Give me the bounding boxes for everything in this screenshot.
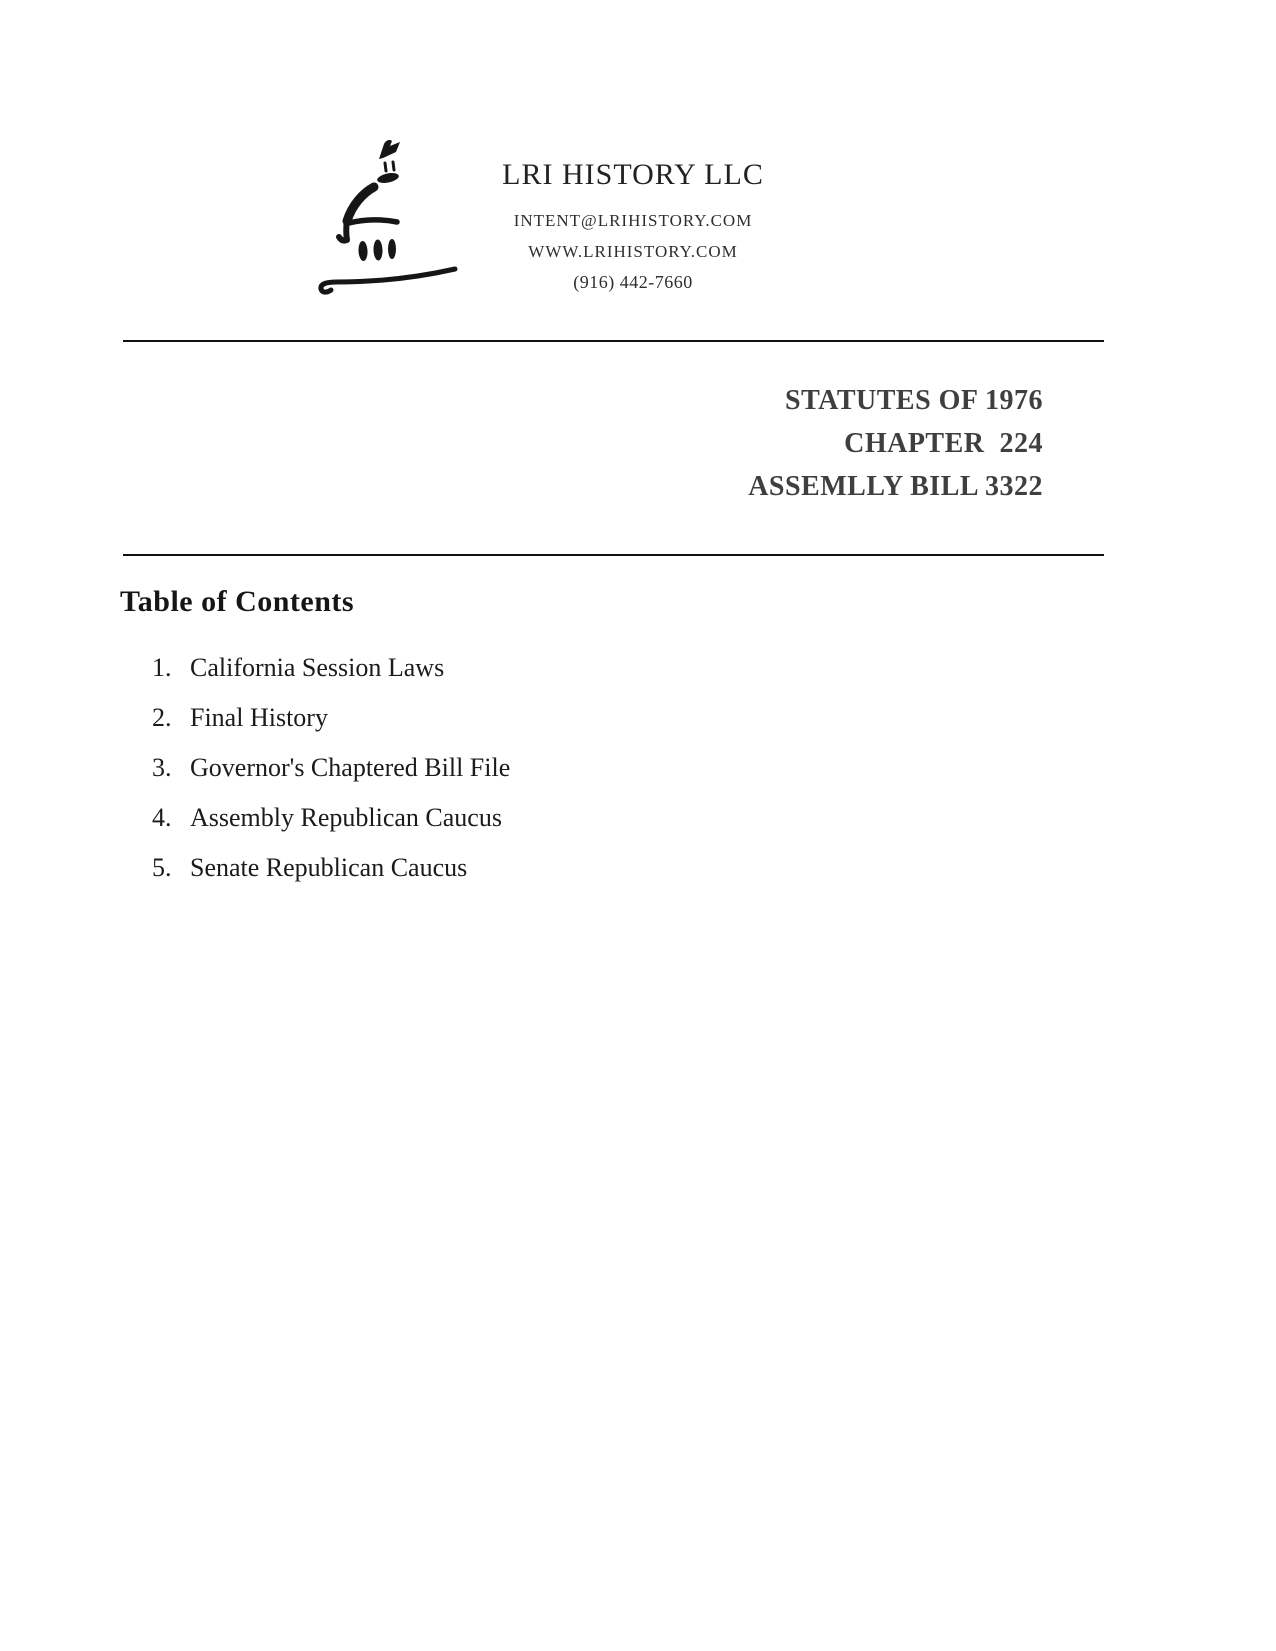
toc-item-number: 2. (152, 703, 172, 732)
statutes-line: STATUTES OF 1976 (785, 385, 1043, 416)
toc-item (120, 703, 820, 733)
company-website: WWW.LRIHISTORY.COM (528, 242, 738, 261)
toc-item-label: Final History (190, 703, 328, 732)
assembly-bill-line: ASSEMLLY BILL 3322 (748, 471, 1043, 502)
toc-item-label: California Session Laws (190, 653, 445, 682)
company-email: INTENT@LRIHISTORY.COM (513, 211, 753, 230)
toc-item (120, 803, 820, 833)
toc-item (120, 853, 820, 883)
toc-list (120, 653, 820, 903)
toc-item-number: 1. (152, 653, 172, 682)
toc-item-label: Assembly Republican Caucus (190, 803, 502, 832)
company-phone: (916) 442-7660 (573, 272, 693, 292)
toc-item-label: Senate Republican Caucus (190, 853, 468, 882)
divider-top (123, 340, 1104, 342)
toc-item-number: 3. (152, 753, 172, 782)
toc-item (120, 753, 820, 783)
capitol-dome-logo-icon (295, 125, 475, 300)
chapter-line: CHAPTER 224 (844, 428, 1043, 459)
toc-item-number: 5. (152, 853, 172, 882)
toc-item-label: Governor's Chaptered Bill File (190, 753, 511, 782)
company-header (450, 157, 816, 298)
toc-item-number: 4. (152, 803, 172, 832)
toc-heading: Table of Contents (120, 585, 355, 618)
bill-title-block (748, 379, 1043, 508)
divider-bottom (123, 554, 1104, 556)
toc-item (120, 653, 820, 683)
company-name: LRI HISTORY LLC (502, 158, 764, 191)
